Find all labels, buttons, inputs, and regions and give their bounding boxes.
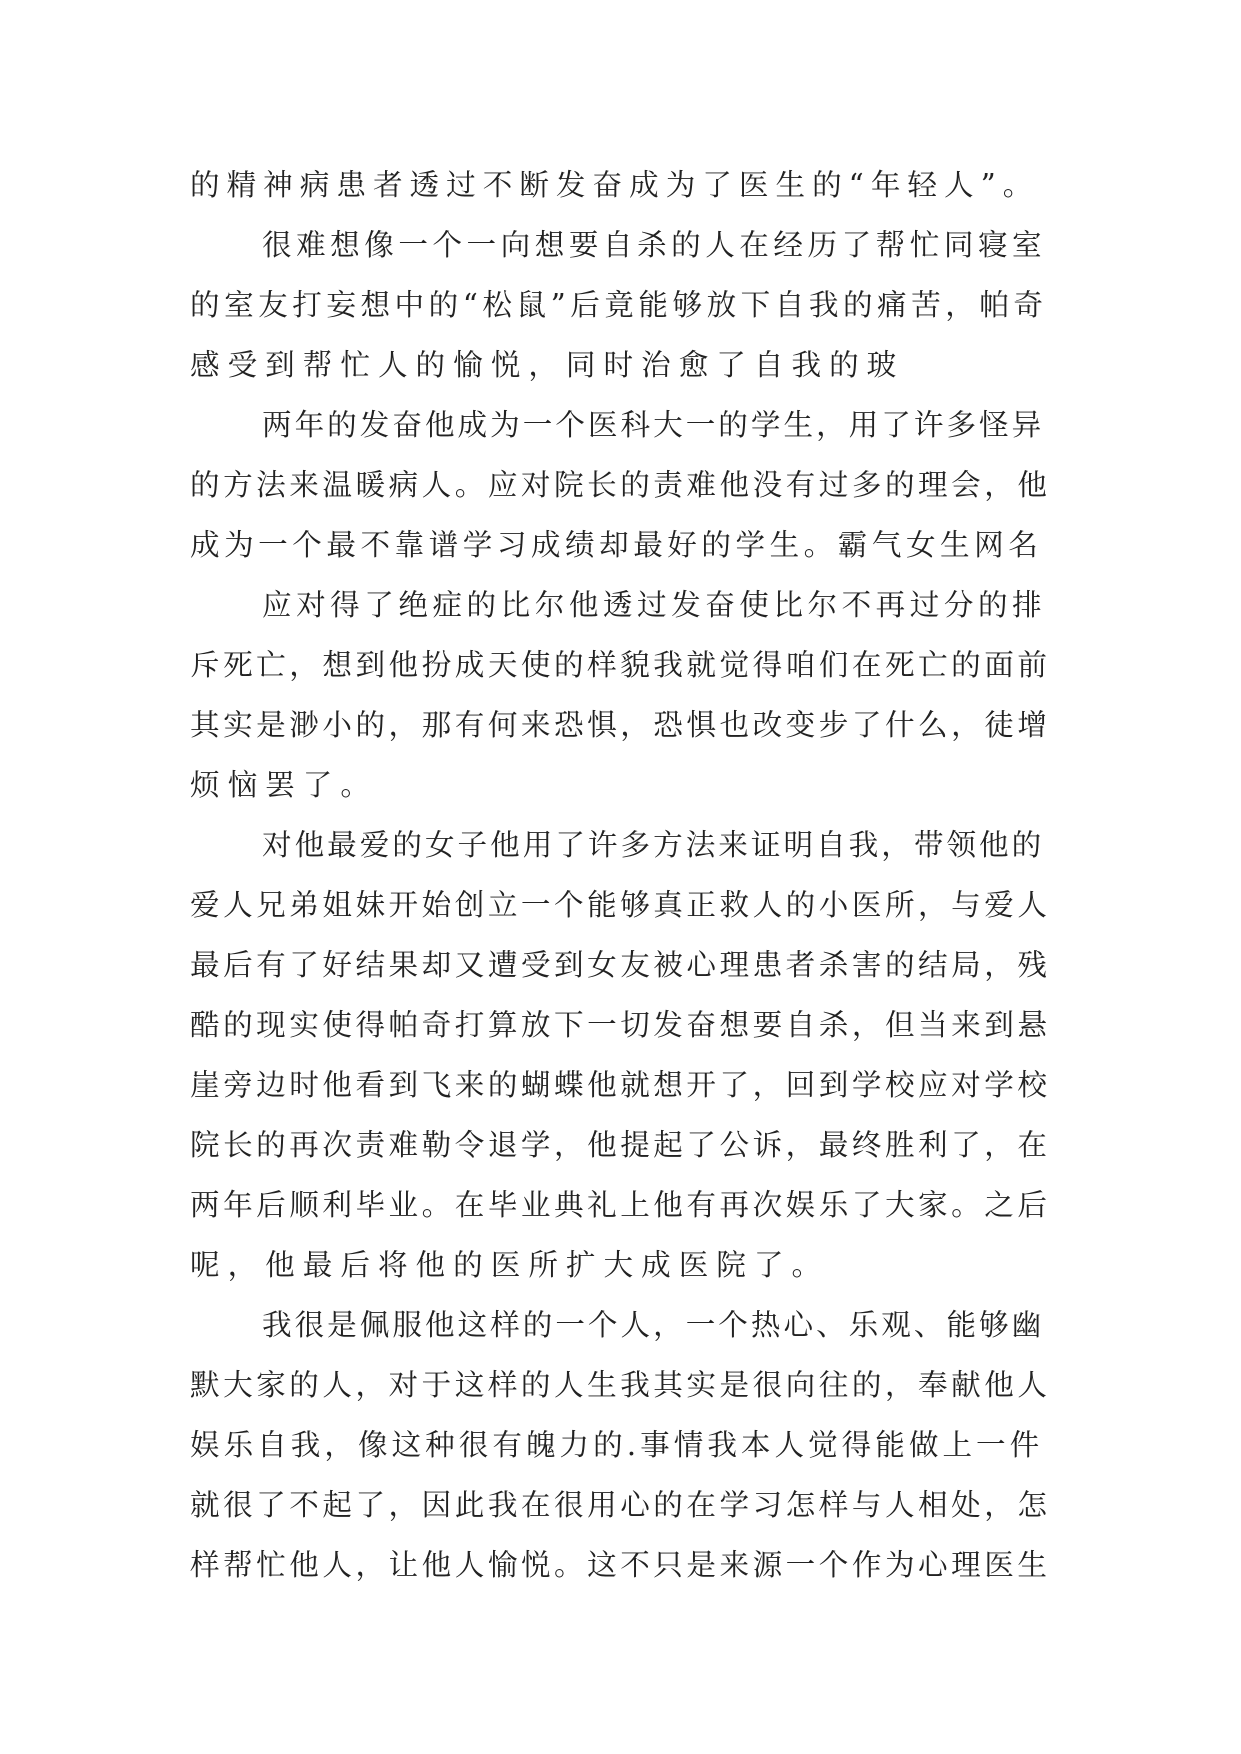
text-line: 默大家的人，对于这样的人生我其实是很向往的，奉献他人 [190, 1368, 1051, 1402]
text-line: 对他最爱的女子他用了许多方法来证明自我，带领他的 [262, 828, 1045, 862]
text-line: 很难想像一个一向想要自杀的人在经历了帮忙同寝室 [262, 228, 1047, 262]
text-line: 最后有了好结果却又遭受到女友被心理患者杀害的结局，残 [190, 948, 1051, 982]
text-line: 斥死亡，想到他扮成天使的样貌我就觉得咱们在死亡的面前 [190, 648, 1051, 682]
text-line: 样帮忙他人，让他人愉悦。这不只是来源一个作为心理医生 [190, 1548, 1051, 1582]
text-line: 其实是渺小的，那有何来恐惧，恐惧也改变步了什么，徒增 [190, 708, 1051, 742]
body-text [190, 155, 1050, 1595]
text-line: 我很是佩服他这样的一个人，一个热心、乐观、能够幽 [262, 1308, 1045, 1342]
text-line: 两年的发奋他成为一个医科大一的学生，用了许多怪异 [262, 408, 1045, 442]
text-line: 感受到帮忙人的愉悦，同时治愈了自我的玻 [190, 348, 905, 382]
text-line: 呢，他最后将他的医所扩大成医院了。 [190, 1248, 830, 1282]
text-line: 娱乐自我，像这种很有魄力的.事情我本人觉得能做上一件 [190, 1428, 1044, 1462]
text-line: 就很了不起了，因此我在很用心的在学习怎样与人相处，怎 [190, 1488, 1051, 1522]
text-line: 崖旁边时他看到飞来的蝴蝶他就想开了，回到学校应对学校 [190, 1068, 1051, 1102]
text-line: 的精神病患者透过不断发奋成为了医生的“年轻人”。 [190, 168, 1040, 202]
text-line: 应对得了绝症的比尔他透过发奋使比尔不再过分的排 [262, 588, 1047, 622]
text-line: 的室友打妄想中的“松鼠”后竟能够放下自我的痛苦，帕奇 [190, 288, 1048, 322]
text-line: 两年后顺利毕业。在毕业典礼上他有再次娱乐了大家。之后 [190, 1188, 1051, 1222]
text-line: 酷的现实使得帕奇打算放下一切发奋想要自杀，但当来到悬 [190, 1008, 1051, 1042]
text-line: 烦恼罢了。 [190, 768, 378, 802]
text-line: 爱人兄弟姐妹开始创立一个能够真正救人的小医所，与爱人 [190, 888, 1051, 922]
text-line: 的方法来温暖病人。应对院长的责难他没有过多的理会，他 [190, 468, 1051, 502]
text-line: 成为一个最不靠谱学习成绩却最好的学生。霸气女生网名 [190, 528, 1043, 562]
text-line: 院长的再次责难勒令退学，他提起了公诉，最终胜利了，在 [190, 1128, 1051, 1162]
